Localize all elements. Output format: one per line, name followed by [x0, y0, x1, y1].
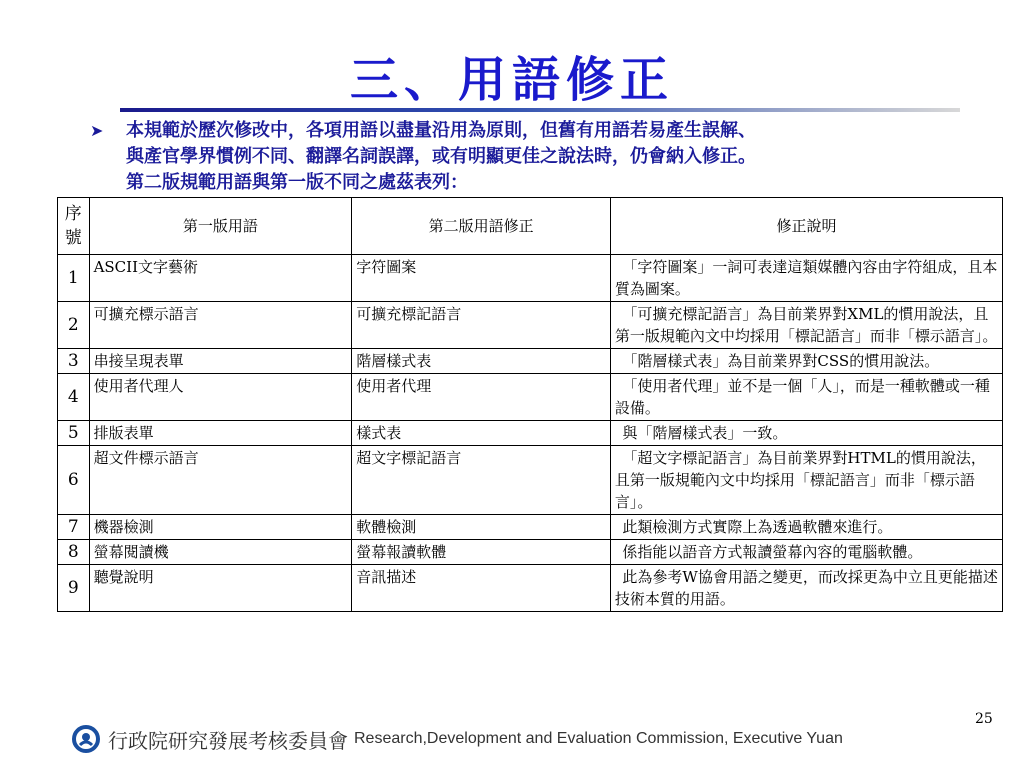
old-term-cell: 螢幕閱讀機 [89, 540, 352, 565]
header-note: 修正說明 [610, 198, 1002, 255]
header-old-term: 第一版用語 [89, 198, 352, 255]
note-cell: 「使用者代理」並不是一個「人」，而是一種軟體或一種設備。 [610, 374, 1002, 421]
old-term-cell: 串接呈現表單 [89, 349, 352, 374]
table-header-row [58, 198, 1003, 255]
note-cell: 此為參考W協會用語之變更，而改採更為中立且更能描述技術本質的用語。 [610, 565, 1002, 612]
new-term-cell: 音訊描述 [352, 565, 611, 612]
row-number: 1 [58, 255, 90, 302]
old-term-cell: 機器檢測 [89, 515, 352, 540]
title-underline [120, 108, 960, 112]
note-cell: 與「階層樣式表」一致。 [610, 421, 1002, 446]
intro-line: 第二版規範用語與第一版不同之處茲表列： [126, 172, 468, 193]
note-cell: 係指能以語音方式報讀螢幕內容的電腦軟體。 [610, 540, 1002, 565]
note-cell: 此類檢測方式實際上為透過軟體來進行。 [610, 515, 1002, 540]
new-term-cell: 軟體檢測 [352, 515, 611, 540]
header-new-term: 第二版用語修正 [352, 198, 611, 255]
table-row [58, 302, 1003, 349]
new-term-cell: 螢幕報讀軟體 [352, 540, 611, 565]
page-number: 25 [975, 711, 993, 727]
table-row [58, 515, 1003, 540]
note-cell: 「可擴充標記語言」為目前業界對XML的慣用說法，且第一版規範內文中均採用「標記語言」而非「標示語言」。 [610, 302, 1002, 349]
intro-line: 與產官學界慣例不同、翻譯名詞誤譯，或有明顯更佳之說法時，仍會納入修正。 [126, 146, 756, 167]
old-term-cell: 排版表單 [89, 421, 352, 446]
new-term-cell: 階層樣式表 [352, 349, 611, 374]
new-term-cell: 可擴充標記語言 [352, 302, 611, 349]
footer [72, 722, 843, 756]
footer-org-zh: 行政院研究發展考核委員會 [108, 728, 348, 753]
row-number: 8 [58, 540, 90, 565]
slide-title: 三、用語修正 [349, 52, 674, 108]
header-no: 序 號 [58, 198, 90, 255]
terminology-table [57, 197, 1003, 612]
table-row [58, 349, 1003, 374]
new-term-cell: 使用者代理 [352, 374, 611, 421]
row-number: 9 [58, 565, 90, 612]
old-term-cell: 超文件標示語言 [89, 446, 352, 515]
new-term-cell: 樣式表 [352, 421, 611, 446]
note-cell: 「超文字標記語言」為目前業界對HTML的慣用說法，且第一版規範內文中均採用「標記語言」而非「標示語言」。 [610, 446, 1002, 515]
new-term-cell: 超文字標記語言 [352, 446, 611, 515]
note-cell: 「字符圖案」一詞可表達這類媒體內容由字符組成，且本質為圖案。 [610, 255, 1002, 302]
row-number: 5 [58, 421, 90, 446]
row-number: 6 [58, 446, 90, 515]
arrow-bullet-icon: ➤ [90, 121, 104, 140]
row-number: 2 [58, 302, 90, 349]
old-term-cell: ASCII文字藝術 [89, 255, 352, 302]
row-number: 7 [58, 515, 90, 540]
old-term-cell: 使用者代理人 [89, 374, 352, 421]
old-term-cell: 可擴充標示語言 [89, 302, 352, 349]
table-row [58, 446, 1003, 515]
old-term-cell: 聽覺說明 [89, 565, 352, 612]
footer-org-en: Research,Development and Evaluation Commission, Executive Yuan [354, 730, 843, 747]
table-row [58, 255, 1003, 302]
intro-line: 本規範於歷次修改中，各項用語以盡量沿用為原則，但舊有用語若易產生誤解、 [126, 120, 756, 141]
table-row [58, 565, 1003, 612]
note-cell: 「階層樣式表」為目前業界對CSS的慣用說法。 [610, 349, 1002, 374]
row-number: 3 [58, 349, 90, 374]
intro-paragraph [90, 118, 970, 196]
table-row [58, 421, 1003, 446]
table-row [58, 374, 1003, 421]
table-row [58, 540, 1003, 565]
new-term-cell: 字符圖案 [352, 255, 611, 302]
row-number: 4 [58, 374, 90, 421]
rdec-logo-icon [72, 725, 100, 753]
